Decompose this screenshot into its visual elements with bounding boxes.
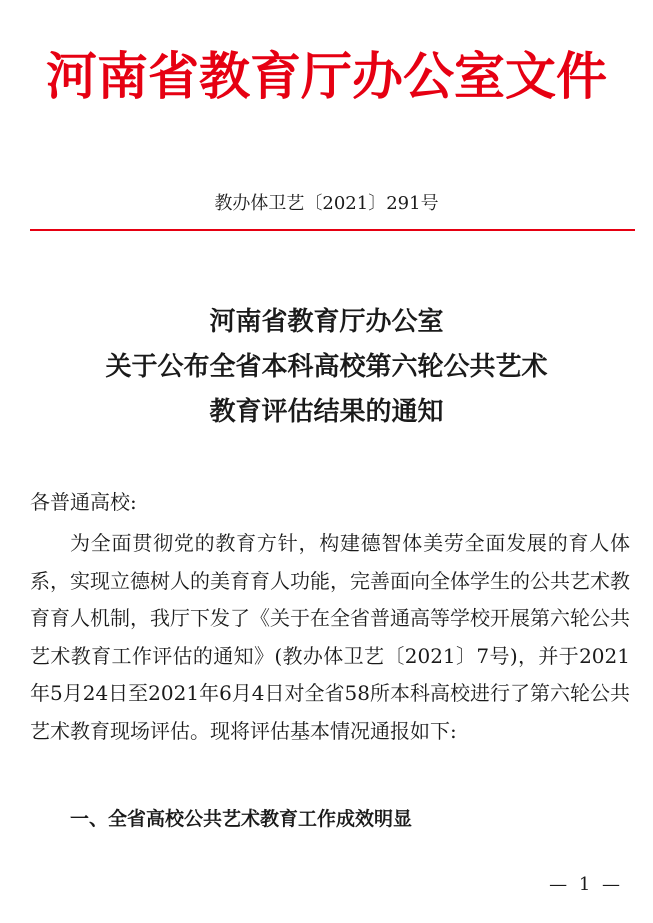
page-number: — 1 — xyxy=(549,874,623,895)
document-number: 教办体卫艺〔2021〕291号 xyxy=(214,193,439,214)
notice-title xyxy=(0,300,653,435)
title-line-2: 关于公布全省本科高校第六轮公共艺术 xyxy=(105,352,548,382)
section-heading: 一、全省高校公共艺术教育工作成效明显 xyxy=(70,808,413,830)
salutation: 各普通高校: xyxy=(30,490,137,514)
title-line-1: 河南省教育厅办公室 xyxy=(209,307,444,337)
masthead-title: 河南省教育厅办公室文件 xyxy=(45,48,607,107)
body-paragraph: 为全面贯彻党的教育方针，构建德智体美劳全面发展的育人体系，实现立德树人的美育育人功能，完善面向全体学生的公共艺术教育育人机制，我厅下发了《关于在全省普通高等学校开展第六轮公共艺术教育工作评估的通知》(教办体卫艺〔2021〕7号)，并于2021年5月24日至2021年6月4日对全省58所本科高校进行了第六轮公共艺术教育现场评估。现将评估基本情况通报如下: xyxy=(30,531,630,743)
red-divider xyxy=(30,229,635,231)
title-line-3: 教育评估结果的通知 xyxy=(209,397,444,427)
